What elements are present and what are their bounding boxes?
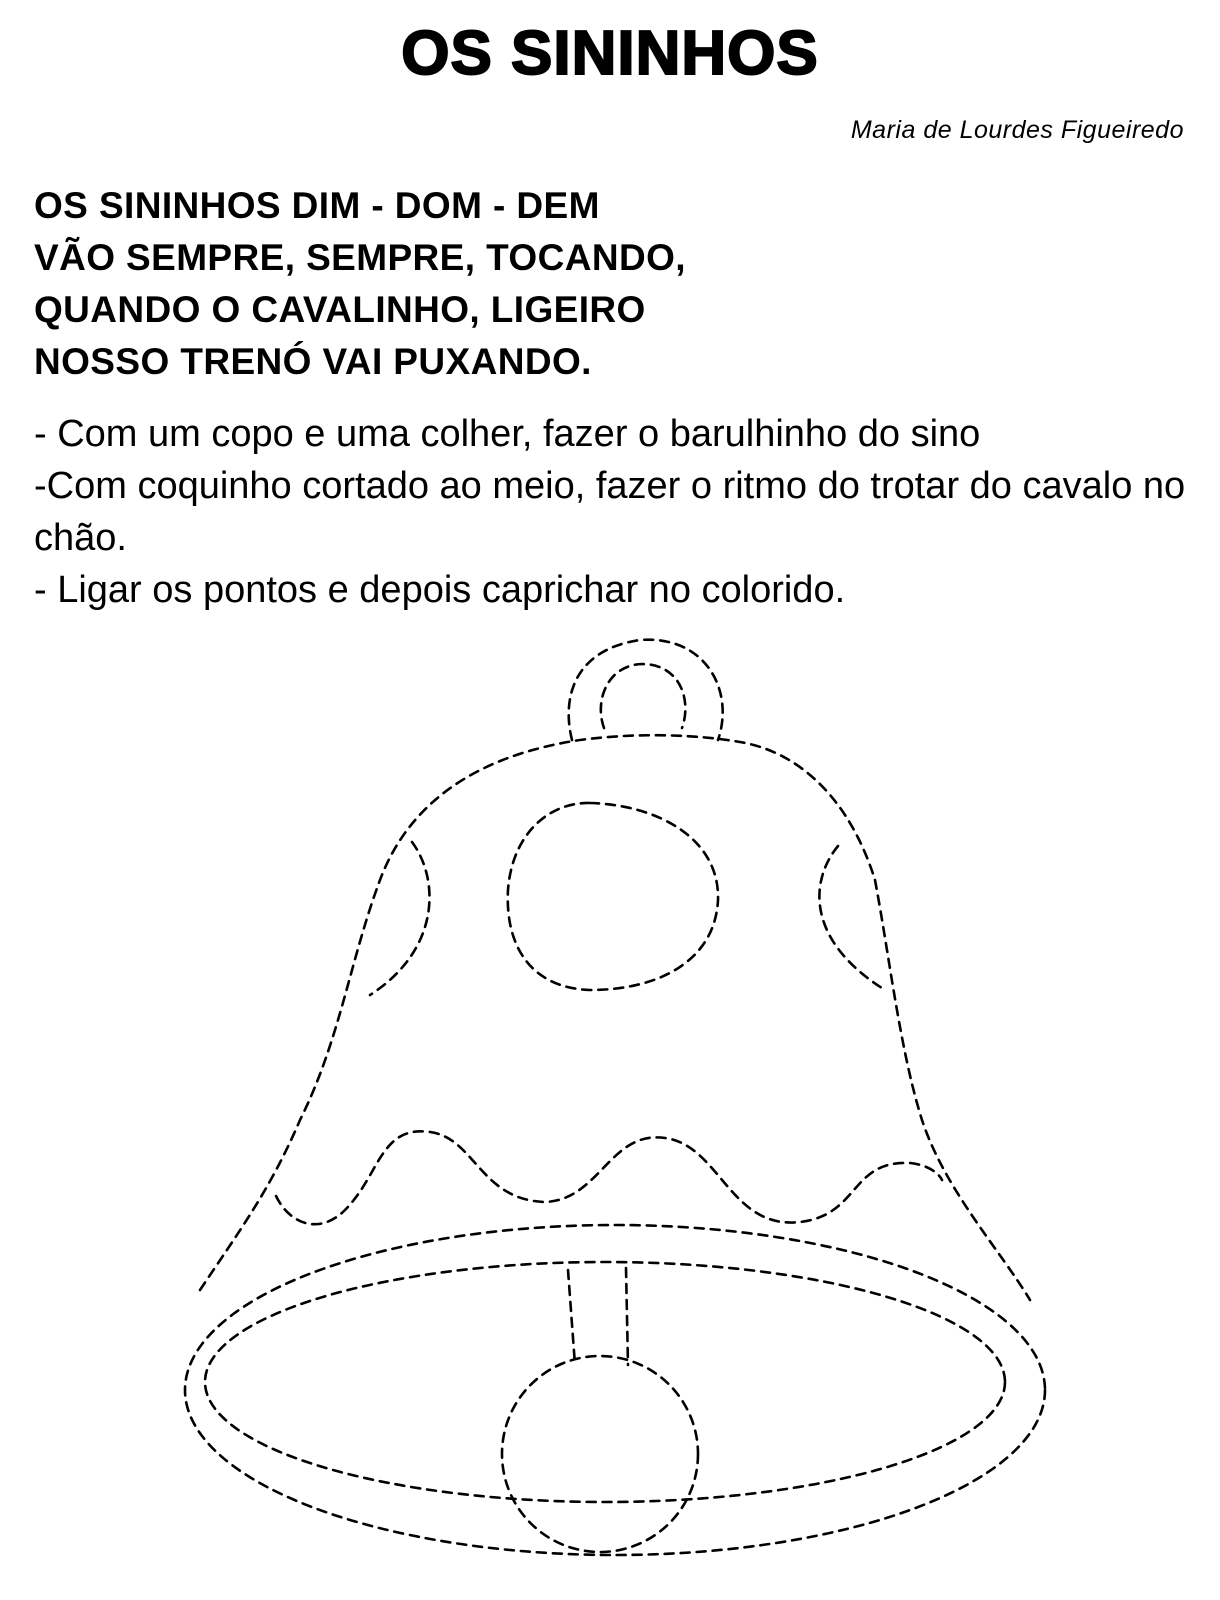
poem-line: QUANDO O CAVALINHO, LIGEIRO xyxy=(34,289,646,330)
author-credit: Maria de Lourdes Figueiredo xyxy=(850,116,1184,144)
clapper-ball xyxy=(502,1356,698,1552)
bell-rim-inner xyxy=(205,1262,1005,1502)
bell-wave-band xyxy=(276,1131,942,1224)
poem-line: VÃO SEMPRE, SEMPRE, TOCANDO, xyxy=(34,237,686,278)
page-title: OS SININHOS xyxy=(401,19,819,88)
bell-outline-icon[interactable] xyxy=(0,620,1220,1600)
poem-line: NOSSO TRENÓ VAI PUXANDO. xyxy=(34,341,592,382)
bell-body-outline xyxy=(200,735,1030,1300)
clapper-stem xyxy=(568,1270,575,1365)
poem-stanza xyxy=(34,180,686,388)
activity-instructions xyxy=(34,408,1194,616)
bell-loop-inner xyxy=(601,664,686,728)
bell-circle-decoration xyxy=(508,803,718,990)
instruction-item: - Ligar os pontos e depois caprichar no colorido. xyxy=(34,569,846,611)
poem-line: OS SININHOS DIM - DOM - DEM xyxy=(34,185,600,226)
bell-rim-outer xyxy=(185,1225,1045,1555)
clapper-stem xyxy=(626,1268,628,1365)
bell-right-decoration xyxy=(819,846,885,990)
bell-left-decoration xyxy=(370,842,429,995)
bell-loop-outer xyxy=(569,640,723,740)
instruction-item: - Com um copo e uma colher, fazer o barulhinho do sino xyxy=(34,413,981,455)
instruction-item: -Com coquinho cortado ao meio, fazer o ritmo do trotar do cavalo no chão. xyxy=(34,465,1196,559)
